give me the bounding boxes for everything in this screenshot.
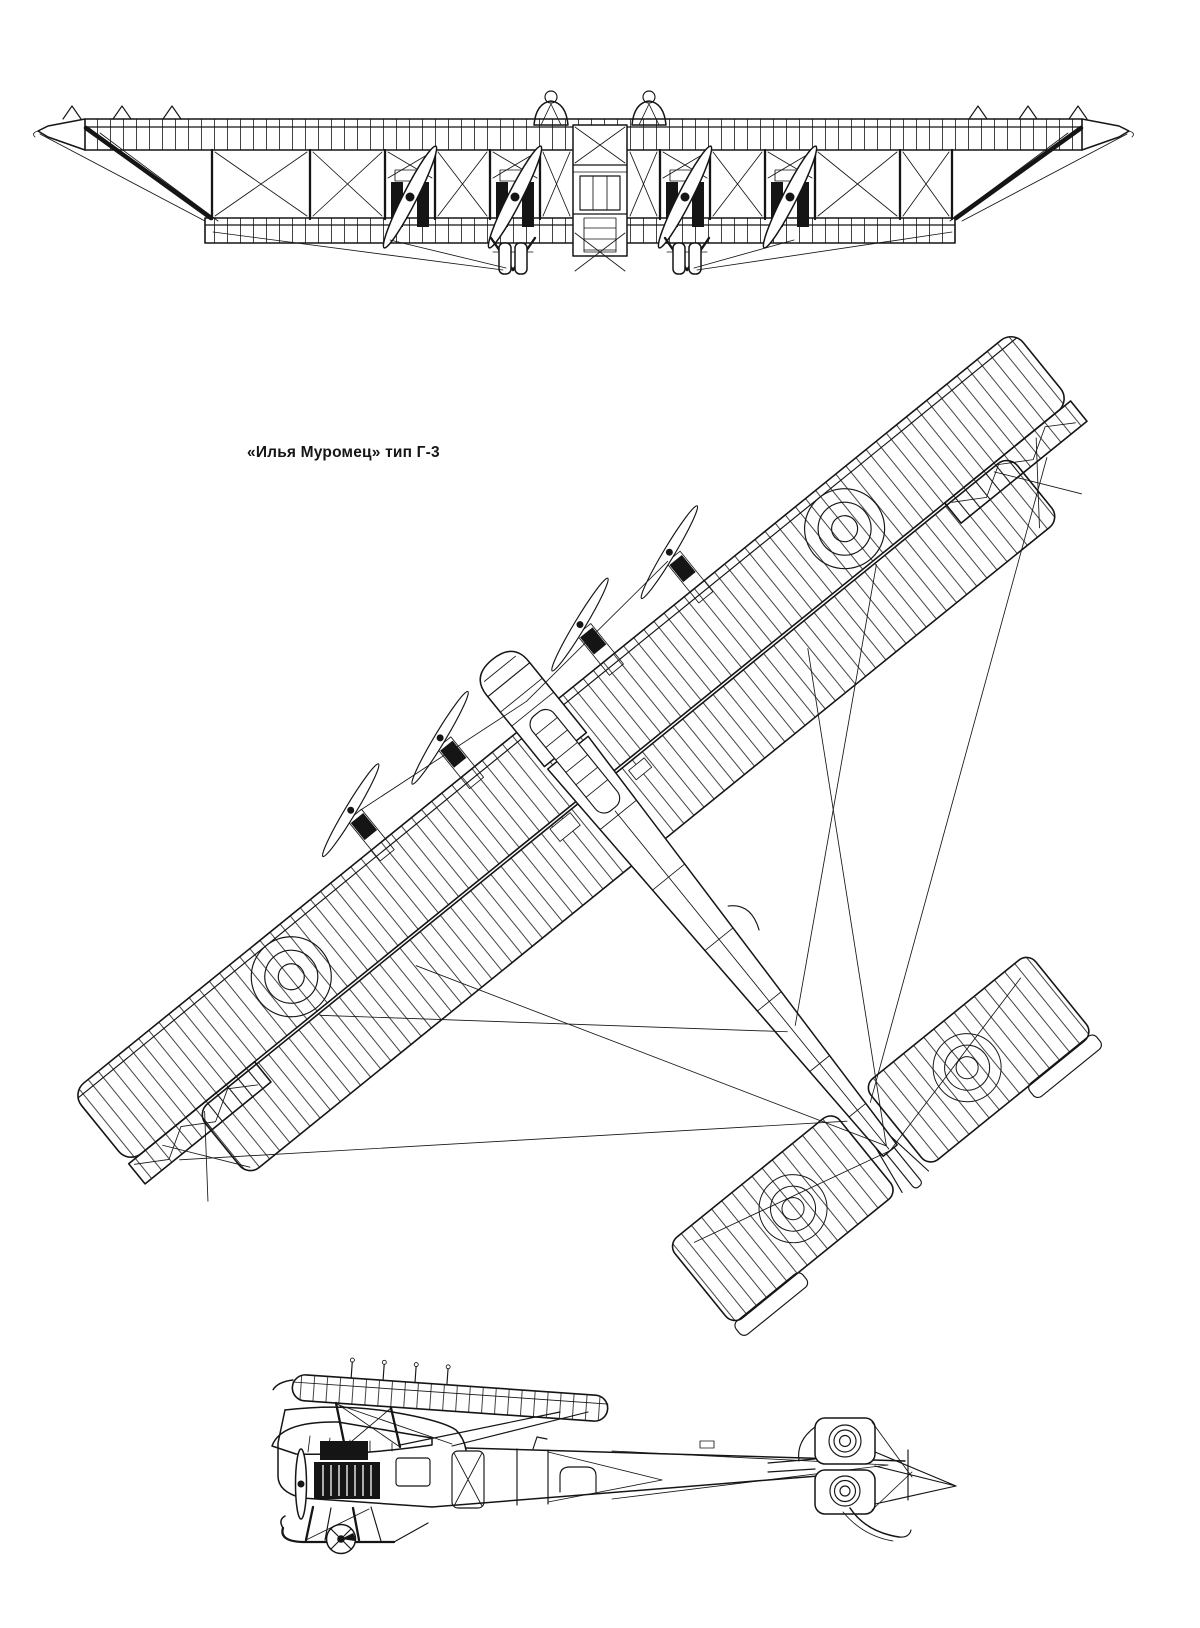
front-view [34, 91, 1134, 274]
side-view [272, 1353, 956, 1554]
plan-view [26, 274, 1200, 1569]
tail-unit-side [768, 1418, 956, 1541]
cabin-window-side [396, 1458, 430, 1486]
rudder-lower [815, 1470, 875, 1514]
fuselage-front [573, 125, 627, 256]
drawing-caption: «Илья Муромец» тип Г-3 [247, 444, 440, 461]
